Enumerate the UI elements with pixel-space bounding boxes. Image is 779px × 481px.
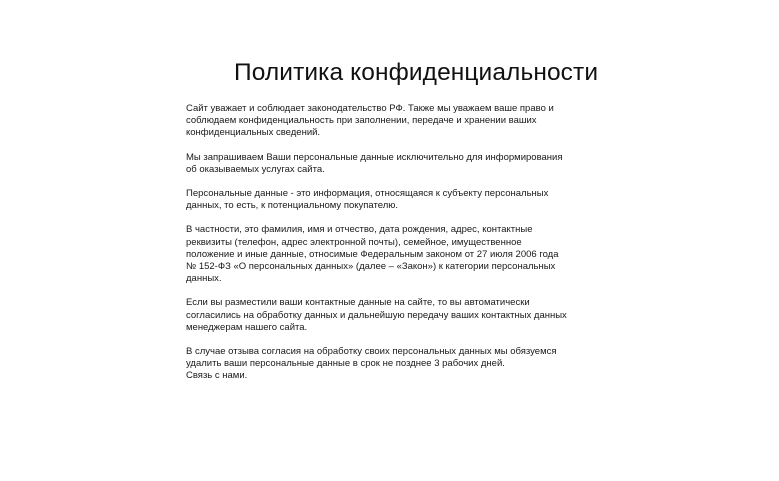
policy-paragraph-5: Если вы разместили ваши контактные данные на сайте, то вы автоматически согласились на обработку данных и дальнейшую передачу ваших контактных данных менеджерам нашего сайта. (186, 297, 567, 333)
policy-paragraph-1: Сайт уважает и соблюдает законодательство РФ. Также мы уважаем ваше право и соблюдаем конфиденциальность при заполнении, передаче и хранении ваших конфиденциальных сведений. (186, 103, 554, 139)
contact-us-text: Связь с нами. (186, 370, 248, 382)
policy-content (186, 56, 606, 383)
policy-paragraph-4: В частности, это фамилия, имя и отчество, дата рождения, адрес, контактные реквизиты (телефон, адрес электронной почты), семейное, имущественное положение и иные данные, относимые Федеральным законом от 27 июля 2006 года № 152-ФЗ «О персональных данных» (далее – «Закон») к категории персональных данных. (186, 224, 559, 285)
policy-paragraph-3: Персональные данные - это информация, относящаяся к субъекту персональных данных, то есть, к потенциальному покупателю. (186, 188, 549, 212)
page-title: Политика конфиденциальности (234, 59, 599, 86)
policy-paragraph-6: В случае отзыва согласия на обработку своих персональных данных мы обязуемся удалить ваши персональные данные в срок не позднее 3 рабочих дней. (186, 346, 557, 370)
policy-text (186, 103, 606, 383)
policy-paragraph-2: Мы запрашиваем Ваши персональные данные исключительно для информирования об оказываемых услугах сайта. (186, 151, 563, 175)
